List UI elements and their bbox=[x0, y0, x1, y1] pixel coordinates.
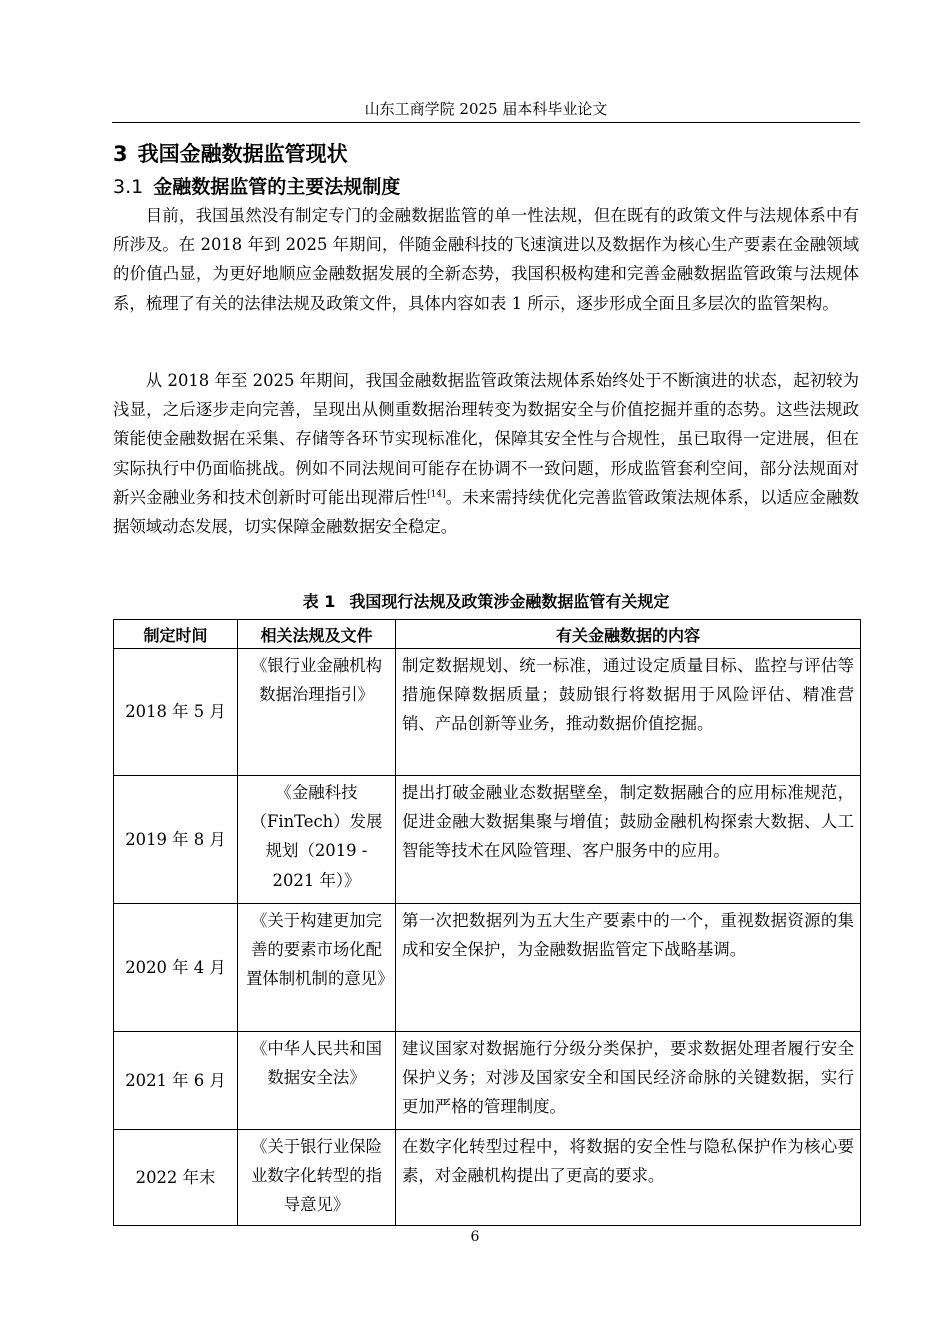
chapter-number: 3 bbox=[113, 142, 128, 166]
body-paragraph-2 bbox=[113, 366, 859, 541]
header-law: 相关法规及文件 bbox=[238, 620, 396, 649]
running-header: 山东工商学院 2025 届本科毕业论文 bbox=[112, 100, 860, 123]
header-date: 制定时间 bbox=[114, 620, 238, 649]
chapter-heading bbox=[113, 140, 348, 168]
row-law: 《金融科技（FinTech）发展规划（2019 - 2021 年）》 bbox=[238, 776, 396, 904]
section-title: 金融数据监管的主要法规制度 bbox=[153, 176, 401, 198]
page-number: 6 bbox=[470, 1229, 480, 1245]
table-caption-label: 表 1 bbox=[302, 592, 336, 611]
paragraph-2-tail: 。未来需持续优化完善监管政策法规体系，以适应金融数据领域动态发展，切实保障金融数据安全稳定。 bbox=[113, 487, 860, 537]
row-content: 第一次把数据列为五大生产要素中的一个，重视数据资源的集成和安全保护，为金融数据监管定下战略基调。 bbox=[396, 904, 861, 1032]
row-date: 2020 年 4 月 bbox=[114, 904, 238, 1032]
regulations-table bbox=[113, 619, 861, 1226]
row-date: 2018 年 5 月 bbox=[114, 649, 238, 776]
row-law: 《中华人民共和国数据安全法》 bbox=[238, 1032, 396, 1130]
table-row bbox=[114, 1130, 861, 1226]
table-row bbox=[114, 649, 861, 776]
citation-ref[interactable]: [14] bbox=[427, 489, 446, 500]
row-content: 制定数据规划、统一标准，通过设定质量目标、监控与评估等措施保障数据质量；鼓励银行将数据用于风险评估、精准营销、产品创新等业务，推动数据价值挖掘。 bbox=[396, 649, 861, 776]
row-date: 2019 年 8 月 bbox=[114, 776, 238, 904]
table-row bbox=[114, 904, 861, 1032]
row-content: 建议国家对数据施行分级分类保护，要求数据处理者履行安全保护义务；对涉及国家安全和国民经济命脉的关键数据，实行更加严格的管理制度。 bbox=[396, 1032, 861, 1130]
paragraph-2-text: 从 2018 年至 2025 年期间，我国金融数据监管政策法规体系始终处于不断演进的状态，起初较为浅显，之后逐步走向完善，呈现出从侧重数据治理转变为数据安全与价值挖掘并重的态势。这些法规政策能使金融数据在采集、存储等各环节实现标准化，保障其安全性与合规性，虽已取得一定进展，但在实际执行中仍面临挑战。例如不同法规间可能存在协调不一致问题，形成监管套利空间，部分法规面对新兴金融业务和技术创新时可能出现滞后性 bbox=[113, 371, 859, 507]
table-header-row bbox=[114, 620, 861, 649]
row-date: 2021 年 6 月 bbox=[114, 1032, 238, 1130]
section-heading bbox=[113, 173, 400, 201]
section-number: 3.1 bbox=[113, 176, 144, 198]
chapter-title: 我国金融数据监管现状 bbox=[137, 142, 348, 166]
body-paragraph-1: 目前，我国虽然没有制定专门的金融数据监管的单一性法规，但在既有的政策文件与法规体系中有所涉及。在 2018 年到 2025 年期间，伴随金融科技的飞速演进以及数据作为核心生产要素在金融领域的价值凸显，为更好地顺应金融数据发展的全新态势，我国积极构建和完善金融数据监管政策与法规体系，梳理了有关的法律法规及政策文件，具体内容如表 1 所示，逐步形成全面且多层次的监管架构。 bbox=[113, 206, 859, 313]
row-date: 2022 年末 bbox=[114, 1130, 238, 1226]
header-content: 有关金融数据的内容 bbox=[396, 620, 861, 649]
row-law: 《关于构建更加完善的要素市场化配置体制机制的意见》 bbox=[238, 904, 396, 1032]
table-row bbox=[114, 776, 861, 904]
row-law: 《关于银行业保险业数字化转型的指导意见》 bbox=[238, 1130, 396, 1226]
table-row bbox=[114, 1032, 861, 1130]
table-caption-title: 我国现行法规及政策涉金融数据监管有关规定 bbox=[349, 592, 670, 611]
row-law: 《银行业金融机构数据治理指引》 bbox=[238, 649, 396, 776]
row-content: 在数字化转型过程中，将数据的安全性与隐私保护作为核心要素，对金融机构提出了更高的要求。 bbox=[396, 1130, 861, 1226]
table-caption bbox=[113, 590, 859, 614]
row-content: 提出打破金融业态数据壁垒，制定数据融合的应用标准规范，促进金融大数据集聚与增值；鼓励金融机构探索大数据、人工智能等技术在风险管理、客户服务中的应用。 bbox=[396, 776, 861, 904]
